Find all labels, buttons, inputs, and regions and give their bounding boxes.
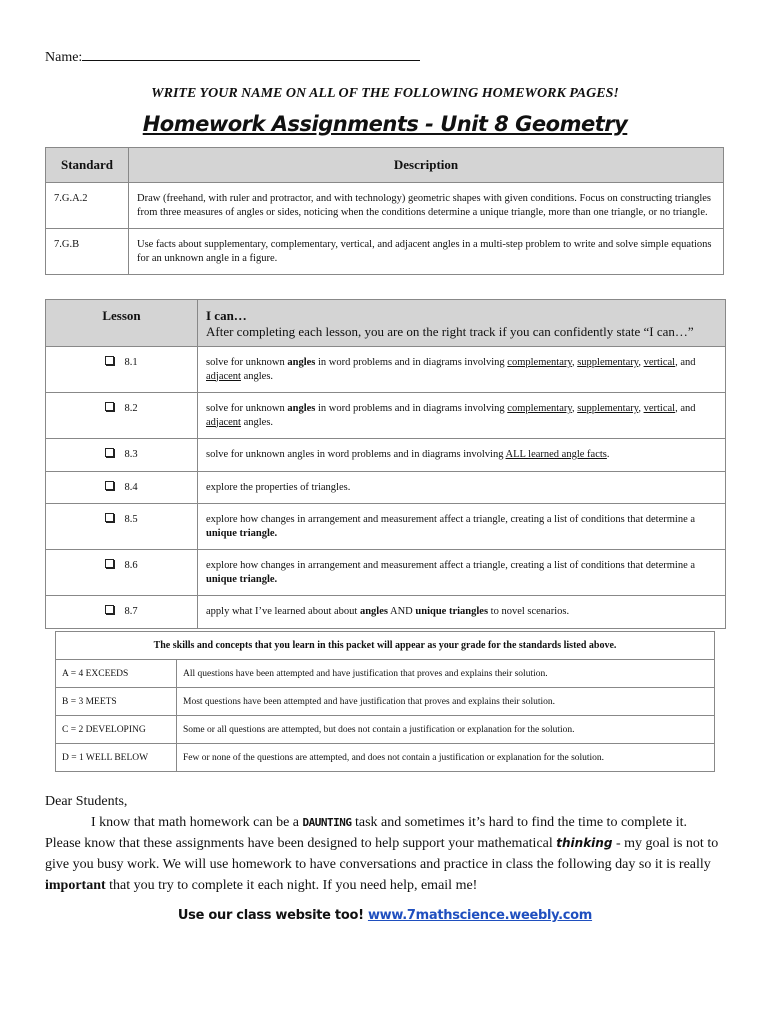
standard-code: 7.G.B [46, 229, 129, 275]
goal-text: explore the properties of triangles. [206, 481, 351, 493]
grade-description: Most questions have been attempted and have justification that proves and explains their solution. [177, 688, 715, 716]
class-website-link[interactable]: www.7mathscience.weebly.com [367, 908, 593, 923]
lesson-checkbox[interactable] [105, 448, 114, 457]
standards-header-row [46, 148, 724, 183]
grade-level: A = 4 EXCEEDS [56, 660, 177, 688]
name-label: Name: [45, 50, 83, 65]
name-blank-line[interactable] [82, 46, 420, 61]
lesson-number [46, 347, 198, 393]
goal-underline: supplementary [577, 403, 639, 414]
lesson-goal [198, 393, 726, 439]
lessons-header-row [46, 300, 726, 347]
lesson-number [46, 550, 198, 596]
letter-emphasis-important: important [45, 878, 106, 893]
letter-text: I know that math homework can be a [91, 815, 303, 830]
lesson-number [46, 471, 198, 504]
lesson-number-text: 8.6 [124, 560, 138, 571]
lesson-checkbox[interactable] [105, 402, 114, 411]
lesson-checkbox[interactable] [105, 605, 114, 614]
goal-text: , and [675, 403, 696, 414]
lesson-goal [198, 596, 726, 629]
grading-table [55, 631, 715, 772]
grade-description: All questions have been attempted and have justification that proves and explains their solution. [177, 660, 715, 688]
goal-text: . [606, 449, 610, 460]
lesson-goal [198, 347, 726, 393]
name-field[interactable] [45, 46, 420, 66]
lesson-number [46, 393, 198, 439]
page-title: Homework Assignments - Unit 8 Geometry [142, 112, 628, 136]
letter-text: - my goal is not to give you busy work. We will use homework to have conversations and practice in class the following day so it is really [45, 836, 719, 872]
table-row [46, 229, 724, 275]
grade-description: Few or none of the questions are attempted, and does not contain a justification or explanation for the solution. [177, 744, 715, 772]
grading-header: The skills and concepts that you learn in this packet will appear as your grade for the standards listed above. [56, 632, 715, 660]
goal-text: angles. [240, 416, 274, 428]
goal-bold: angles [287, 403, 316, 414]
letter-text: task and sometimes it’s hard to find the time to complete it. Please know that these assignments have been designed to help support your mathematical [45, 815, 688, 851]
goal-underline: vertical [643, 403, 676, 414]
grade-description: Some or all questions are attempted, but does not contain a justification or explanation for the solution. [177, 716, 715, 744]
table-row [56, 716, 715, 744]
lesson-number [46, 504, 198, 550]
grade-level: C = 2 DEVELOPING [56, 716, 177, 744]
student-letter [45, 791, 725, 896]
goal-text: , and [675, 357, 696, 368]
lesson-number [46, 439, 198, 472]
lesson-number-text: 8.7 [124, 606, 138, 617]
goal-underline: complementary [507, 357, 572, 368]
table-row [46, 504, 726, 550]
letter-body [45, 812, 725, 896]
goal-text: in word problems and in diagrams involving [315, 403, 508, 414]
description-column-header: Description [129, 148, 724, 183]
lesson-goal [198, 439, 726, 472]
goal-bold: unique triangle. [206, 573, 278, 585]
goal-text: solve for unknown [206, 403, 288, 414]
lesson-number-text: 8.2 [124, 403, 138, 414]
ican-subtitle: After completing each lesson, you are on the right track if you can confidently state “I can…” [206, 324, 694, 339]
goal-text: solve for unknown angles in word problems and in diagrams involving [206, 449, 506, 460]
table-row [46, 439, 726, 472]
goal-text: to novel scenarios. [488, 606, 570, 617]
table-row [46, 596, 726, 629]
goal-bold: angles [359, 606, 388, 617]
table-row [46, 471, 726, 504]
goal-text: , [571, 403, 578, 414]
instruction-text: WRITE YOUR NAME ON ALL OF THE FOLLOWING HOMEWORK PAGES! [151, 86, 619, 101]
standard-description: Use facts about supplementary, complementary, vertical, and adjacent angles in a multi-step problem to write and solve simple equations for an unknown angle in a figure. [129, 229, 724, 275]
goal-bold: unique triangle. [206, 527, 278, 539]
standards-table [45, 147, 724, 275]
standard-code: 7.G.A.2 [46, 183, 129, 229]
table-row [46, 347, 726, 393]
table-row [56, 660, 715, 688]
goal-bold: unique triangles [415, 606, 489, 617]
goal-text: explore how changes in arrangement and measurement affect a triangle, creating a list of conditions that determine a [206, 560, 696, 571]
goal-text: explore how changes in arrangement and measurement affect a triangle, creating a list of conditions that determine a [206, 514, 696, 525]
ican-column-header [198, 300, 726, 347]
goal-bold: angles [287, 357, 316, 368]
lesson-column-header: Lesson [46, 300, 198, 347]
goal-underline: complementary [507, 403, 572, 414]
grading-header-row [56, 632, 715, 660]
grade-level: B = 3 MEETS [56, 688, 177, 716]
letter-emphasis-daunting: DAUNTING [302, 816, 352, 829]
goal-text: , [571, 357, 578, 368]
table-row [46, 550, 726, 596]
letter-text: that you try to complete it each night. If you need help, email me! [105, 878, 478, 893]
ican-title: I can… [206, 308, 247, 323]
lesson-goal [198, 471, 726, 504]
goal-text: , [638, 357, 644, 368]
goal-underline: adjacent [206, 416, 241, 428]
lesson-number-text: 8.3 [124, 449, 138, 460]
lesson-number-text: 8.4 [124, 481, 138, 493]
goal-text: apply what I’ve learned about about [206, 606, 360, 617]
goal-underline: supplementary [577, 357, 639, 368]
lesson-checkbox[interactable] [105, 481, 114, 490]
lesson-goal [198, 504, 726, 550]
lesson-checkbox[interactable] [105, 356, 114, 365]
lesson-checkbox[interactable] [105, 559, 114, 568]
goal-underline: vertical [643, 357, 676, 368]
standard-column-header: Standard [46, 148, 129, 183]
table-row [46, 183, 724, 229]
goal-text: solve for unknown [206, 357, 288, 368]
goal-text: angles. [240, 370, 274, 382]
goal-text: AND [387, 606, 416, 617]
lesson-number-text: 8.1 [124, 357, 138, 368]
goal-underline: adjacent [206, 370, 241, 382]
letter-greeting: Dear Students, [45, 794, 128, 809]
goal-underline: ALL learned angle facts [505, 449, 607, 460]
website-prompt: Use our class website too! [177, 908, 368, 923]
lesson-checkbox[interactable] [105, 513, 114, 522]
letter-emphasis-thinking: thinking [556, 836, 613, 850]
table-row [56, 744, 715, 772]
table-row [56, 688, 715, 716]
lesson-number-text: 8.5 [124, 514, 138, 525]
lesson-number [46, 596, 198, 629]
lesson-goal [198, 550, 726, 596]
lessons-table [45, 299, 726, 629]
class-website-line [0, 908, 770, 923]
table-row [46, 393, 726, 439]
goal-text: , [638, 403, 644, 414]
grade-level: D = 1 WELL BELOW [56, 744, 177, 772]
goal-text: in word problems and in diagrams involving [315, 357, 508, 368]
standard-description: Draw (freehand, with ruler and protractor, and with technology) geometric shapes with given conditions. Focus on constructing triangles from three measures of angles or sides, noticing when the conditions determine a unique triangle, more than one triangle, or no triangle. [129, 183, 724, 229]
